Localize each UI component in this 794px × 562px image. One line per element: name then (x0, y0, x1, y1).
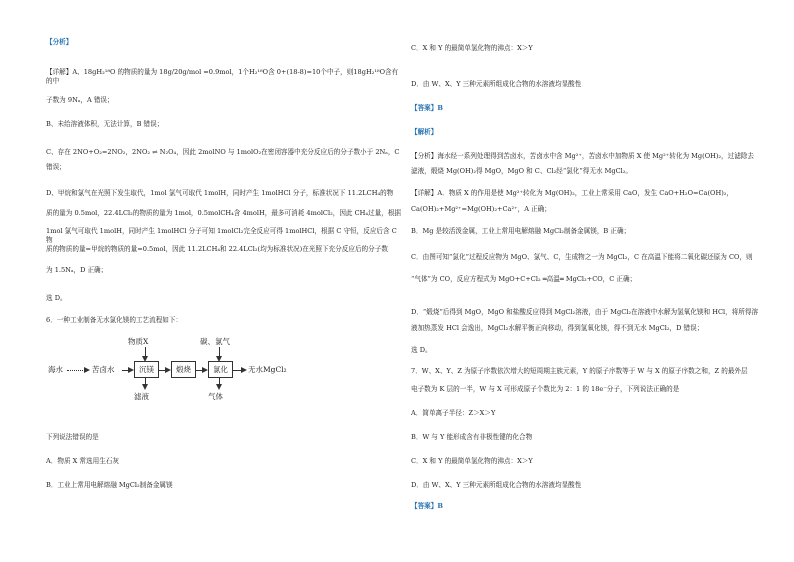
detail-d-3: 1mol 氯气可取代 1molH，同时产生 1molHCl 分子可知 1molCl₂完全反应可得 1molHCl，根据 C 守恒，反应后含 C 物 (46, 227, 397, 244)
question-7: 7．W、X、Y、Z 为原子序数依次增大的短周期主族元素，Y 的原子序数等于 W 与 X 的原子序数之和，Z 的最外层 (411, 367, 748, 375)
detail-a-2: 子数为 9Nₐ，A 错误； (46, 96, 114, 104)
detail-6c-2: “气体”为 CO，反应方程式为 MgO+C+Cl₂ ═高温═ MgCl₂+CO，C 正确； (411, 275, 637, 283)
carbon-chlorine-label: 碳、氯气 (200, 337, 230, 346)
wrong-statement-prompt: 下列说法错误的是 (46, 433, 99, 441)
detail-c-2: 错误； (46, 163, 66, 171)
bittern-label: 苦卤水 (92, 365, 115, 374)
detail-6b: B．Mg 是较活泼金属，工业上常用电解熔融 MgCl₂制备金属镁，B 正确； (411, 227, 631, 235)
q7-option-a: A．简单离子半径：Z＞X＞Y (411, 409, 496, 417)
option-b: B．工业上常用电解熔融 MgCl₂制备金属镁 (46, 481, 173, 489)
detail-c: C、存在 2NO+O₂=2NO₂，2NO₂ ⇌ N₂O₄，因此 2molNO 与 1molO₂在密闭容器中充分反应后的分子数小于 2Nₐ，C (46, 148, 400, 156)
choose-d: 选 D。 (46, 294, 67, 302)
analysis-6: 【分析】海水经一系列处理得到苦卤水，苦卤水中含 Mg²⁺，苦卤水中加物质 X 使 Mg²⁺转化为 Mg(OH)₂，过滤除去 (411, 152, 755, 160)
seawater-arrow-line (67, 370, 85, 371)
detail-d-4: 质的物质的量=甲烷的物质的量=0.5mol，因此 11.2LCH₄和 22.4LCl₂(均为标准状况)在光照下充分反应后的分子数 (46, 245, 388, 253)
detail-6a-2: Ca(OH)₂+Mg²⁺=Mg(OH)₂+Ca²⁺，A 正确； (411, 205, 551, 213)
parse-tag: 【解析】 (411, 128, 438, 136)
detail-6d-2: 液加热蒸发 HCl 会逸出，MgCl₂水解平衡正向移动，得到氢氧化镁，得不到无水 MgCl₂，D 错误； (411, 324, 704, 332)
chlorinate-arrow-head (241, 367, 247, 373)
detail-a: 【详解】A、18gH₂¹⁸O 的物质的量为 18g/20g/mol =0.9mol，1个H₂¹⁸O含 0+(18-8)=10个中子，则18gH₂¹⁸O含有的中 (46, 68, 399, 85)
option-d: D．由 W、X、Y 三种元素所组成化合物的水溶液均显酸性 (411, 80, 582, 88)
question-7-2: 电子数为 K 层的一半，W 与 X 可形成原子个数比为 2：1 的 18e⁻分子，下列说法正确的是 (411, 385, 680, 393)
filtrate-label: 滤液 (134, 392, 149, 401)
q7-option-d: D．由 W、X、Y 三种元素所组成化合物的水溶液均显酸性 (411, 481, 582, 489)
detail-d-1: D、甲烷和氯气在光照下发生取代，1mol 氯气可取代 1molH，同时产生 1molHCl 分子，标准状况下 11.2LCH₄的物 (46, 189, 394, 197)
detail-6c: C．由图可知“氯化”过程反应物为 MgO、氯气、C，生成物之一为 MgCl₂，C 在高温下能将二氧化碳还原为 CO，则 (411, 253, 753, 261)
gas-arrow (216, 384, 222, 390)
calcine-box: 煅烧 (171, 361, 196, 378)
seawater-label: 海水 (48, 365, 63, 374)
detail-b: B、未给溶液体积，无法计算，B 错误； (46, 120, 164, 128)
option-c: C．X 和 Y 的最简单氢化物的沸点：X＞Y (411, 44, 533, 52)
detail-d-5: 为 1.5Nₐ，D 正确； (46, 266, 108, 274)
q7-option-b: B．W 与 Y 能形成含有非极性键的化合物 (411, 433, 533, 441)
choose-d-6: 选 D。 (411, 346, 432, 354)
answer-tag-7: 【答案】B (411, 502, 443, 510)
seawater-arrow-head (84, 367, 90, 373)
filtrate-arrow (142, 384, 148, 390)
precipitate-magnesium-box: 沉镁 (134, 361, 159, 378)
question-6: 6．一种工业制备无水氯化镁的工艺流程如下： (46, 316, 183, 324)
gas-label: 气体 (208, 392, 223, 401)
detail-6d: D．“煅烧”后得到 MgO，MgO 和盐酸反应得到 MgCl₂溶液，由于 MgCl₂在溶液中水解为氢氧化镁和 HCl，将所得溶 (411, 308, 759, 316)
analysis-tag: 【分析】 (46, 38, 73, 46)
chlorinate-box: 氯化 (208, 361, 233, 378)
detail-6a: 【详解】A．物质 X 的作用是使 Mg²⁺转化为 Mg(OH)₂，工业上常采用 CaO，发生 CaO+H₂O=Ca(OH)₂， (411, 189, 734, 197)
option-a: A．物质 X 常选用生石灰 (46, 457, 119, 465)
material-x-label: 物质X (128, 337, 149, 346)
detail-d-2: 质的量为 0.5mol，22.4LCl₂的物质的量为 1mol，0.5molCH₄含 4molH，最多可消耗 4molCl₂，因此 CH₄过量，根据 (46, 209, 402, 217)
q7-option-c: C．X 和 Y 的最简单氢化物的沸点：X＞Y (411, 457, 533, 465)
answer-tag-6: 【答案】B (411, 104, 443, 112)
analysis-6-2: 滤液，煅烧 Mg(OH)₂得 MgO，MgO 和 C、Cl₂经“氯化”得无水 MgCl₂。 (411, 167, 633, 175)
anhydrous-mgcl2-label: 无水MgCl₂ (248, 365, 287, 374)
